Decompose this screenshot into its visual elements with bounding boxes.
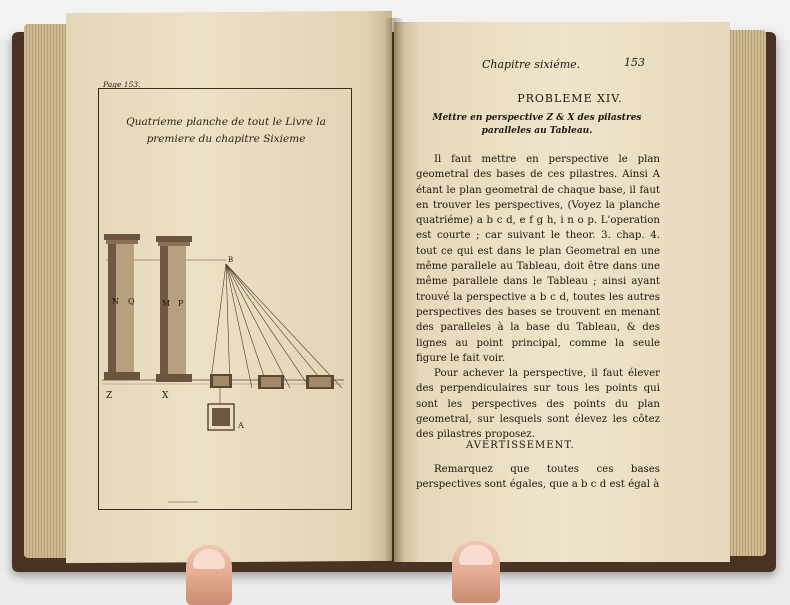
page-number: 153 — [624, 56, 645, 69]
problem-heading: PROBLEME XIV. — [517, 92, 623, 105]
book-gutter — [384, 18, 404, 564]
problem-subtitle — [420, 112, 654, 138]
paragraph-1: Il faut mettre en perspective le plan geometral des bases de ces pilastres. Ainsi A étant le plan geometral de chaque base, il faut en trouver les perspectives, (Voyez la planche quatriéme) a b c d, e f g h, i n o p. L'operation est courte ; car suivant le theor. 3. chap. 4. tout ce qui est dans le plan Geometral en une même parallele au Tableau, doit être dans une même parallele dans le Tableau ; ainsi ayant trouvé la perspective a b c d, toutes les autres perspectives des bases se trouvent en menant des paralleles à la base du Tableau, & des lignes au point principal, comme la seule figure le fait voir. — [416, 154, 660, 364]
label-m: M — [162, 299, 171, 308]
running-head: Chapitre sixiéme. — [482, 58, 581, 71]
label-q: Q — [128, 297, 135, 306]
paragraph-2: Pour achever la perspective, il faut élever des perpendiculaires sur tous les points qui sont les perspectives des points du plan geometral, sur lesquels sont élevez les côtez des pilastres proposez. — [416, 368, 660, 441]
pilaster-x — [156, 236, 192, 382]
plate-title-line-2: premiere du chapitre Sixieme — [146, 133, 306, 145]
label-a: A — [238, 421, 244, 430]
perspective-illustration — [98, 88, 350, 508]
label-p: P — [178, 299, 184, 308]
plate-title-line-1: Quatrieme planche de tout le Livre la — [126, 116, 326, 128]
perspective-bases — [210, 374, 334, 389]
body-text-2 — [416, 462, 660, 493]
body-text — [416, 152, 660, 443]
pilaster-z — [104, 234, 140, 380]
label-b: B — [228, 256, 234, 264]
geometral-base-a — [208, 404, 234, 430]
subtitle-line-2: paralleles au Tableau. — [481, 126, 593, 136]
label-n: N — [112, 297, 119, 306]
label-z: Z — [106, 391, 113, 401]
paragraph-3: Remarquez que toutes ces bases perspectives sont égales, que a b c d est égal à — [416, 464, 660, 491]
label-x: X — [162, 391, 169, 401]
sight-lines — [210, 264, 342, 388]
right-page-edges — [728, 30, 766, 556]
subtitle-line-1: Mettre en perspective Z & X des pilastres — [432, 113, 642, 123]
plate-reference: Page 153. — [103, 80, 141, 89]
avertissement-heading: AVERTISSEMENT. — [466, 440, 575, 451]
